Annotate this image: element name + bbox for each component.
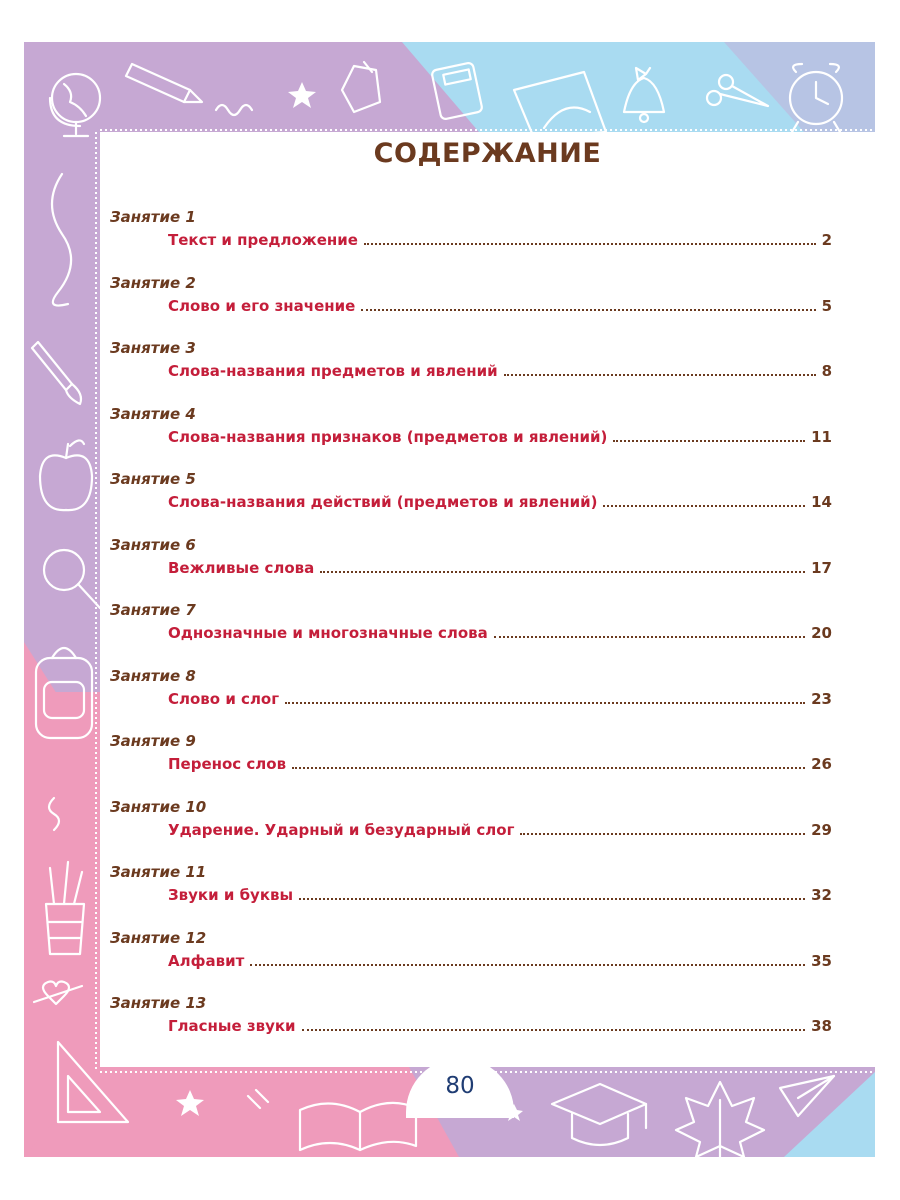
page-number: 80 — [445, 1073, 475, 1099]
topic-title: Алфавит — [168, 951, 245, 970]
topic-row — [168, 297, 832, 315]
topic-row — [168, 559, 832, 577]
dot-leader — [494, 636, 805, 638]
dot-leader — [520, 833, 805, 835]
topic-row — [168, 755, 832, 773]
contents-panel — [100, 132, 875, 1067]
topic-row — [168, 821, 832, 839]
dot-leader — [320, 571, 805, 573]
topic-title: Слово и его значение — [168, 296, 356, 315]
toc-entry[interactable] — [110, 274, 832, 328]
lesson-label: Занятие 6 — [110, 535, 196, 554]
dot-leader — [603, 505, 805, 507]
page-ref: 38 — [811, 1017, 832, 1035]
lesson-label: Занятие 8 — [110, 666, 196, 685]
page-ref: 20 — [811, 624, 832, 642]
lesson-label: Занятие 7 — [110, 601, 196, 619]
page-ref: 5 — [821, 296, 832, 315]
page-ref: 23 — [811, 689, 832, 708]
dot-leader — [302, 1029, 806, 1031]
lesson-label: Занятие 2 — [110, 273, 196, 292]
dot-leader — [285, 702, 805, 704]
page-ref: 35 — [811, 951, 832, 970]
lesson-label: Занятие 13 — [110, 994, 207, 1012]
dot-leader — [613, 440, 805, 442]
toc-entry[interactable] — [110, 798, 832, 852]
toc-entry[interactable] — [110, 601, 832, 655]
lesson-label: Занятие 9 — [110, 732, 196, 750]
topic-row — [168, 952, 832, 970]
topic-title: Слова-названия предметов и явлений — [168, 362, 498, 380]
lesson-label: Занятие 12 — [110, 928, 207, 947]
toc-entry[interactable] — [110, 470, 832, 524]
toc-entry[interactable] — [110, 994, 832, 1048]
toc-entry[interactable] — [110, 863, 832, 917]
toc-entry[interactable] — [110, 732, 832, 786]
page-ref: 17 — [811, 558, 832, 577]
lesson-label: Занятие 1 — [110, 208, 196, 226]
topic-row — [168, 624, 832, 642]
topic-title: Слова-названия признаков (предметов и явлений) — [168, 427, 608, 446]
lesson-label: Занятие 4 — [110, 404, 196, 423]
topic-title: Гласные звуки — [168, 1017, 296, 1035]
toc-entry[interactable] — [110, 208, 832, 262]
topic-title: Ударение. Ударный и безударный слог — [168, 820, 515, 839]
dot-leader — [361, 309, 815, 311]
dot-leader — [504, 374, 816, 376]
page-ref: 2 — [821, 231, 832, 249]
page-ref: 32 — [811, 886, 832, 904]
topic-row — [168, 362, 832, 380]
lesson-label: Занятие 5 — [110, 470, 196, 488]
topic-title: Однозначные и многозначные слова — [168, 624, 488, 642]
lesson-label: Занятие 3 — [110, 339, 196, 357]
topic-row — [168, 690, 832, 708]
topic-title: Звуки и буквы — [168, 886, 294, 904]
dot-leader — [364, 243, 816, 245]
page-ref: 29 — [811, 820, 832, 839]
page-title: СОДЕРЖАНИЕ — [373, 138, 602, 169]
topic-row — [168, 231, 832, 249]
toc-entry[interactable] — [110, 929, 832, 983]
toc-entry[interactable] — [110, 339, 832, 393]
lesson-label: Занятие 10 — [110, 797, 207, 816]
topic-title: Текст и предложение — [168, 231, 358, 249]
toc-entry[interactable] — [110, 405, 832, 459]
topic-row — [168, 886, 832, 904]
topic-row — [168, 428, 832, 446]
topic-row — [168, 493, 832, 511]
toc-entry[interactable] — [110, 536, 832, 590]
page-ref: 14 — [811, 493, 832, 511]
page-ref: 26 — [811, 755, 832, 773]
topic-title: Слова-названия действий (предметов и явлений) — [168, 493, 598, 511]
dot-leader — [299, 898, 805, 900]
lesson-label: Занятие 11 — [110, 863, 207, 881]
topic-title: Перенос слов — [168, 755, 287, 773]
page-ref: 11 — [811, 427, 832, 446]
toc-entry[interactable] — [110, 667, 832, 721]
topic-title: Слово и слог — [168, 689, 280, 708]
topic-row — [168, 1017, 832, 1035]
dot-leader — [292, 767, 805, 769]
page-ref: 8 — [821, 362, 832, 380]
topic-title: Вежливые слова — [168, 558, 315, 577]
dot-leader — [250, 964, 805, 966]
